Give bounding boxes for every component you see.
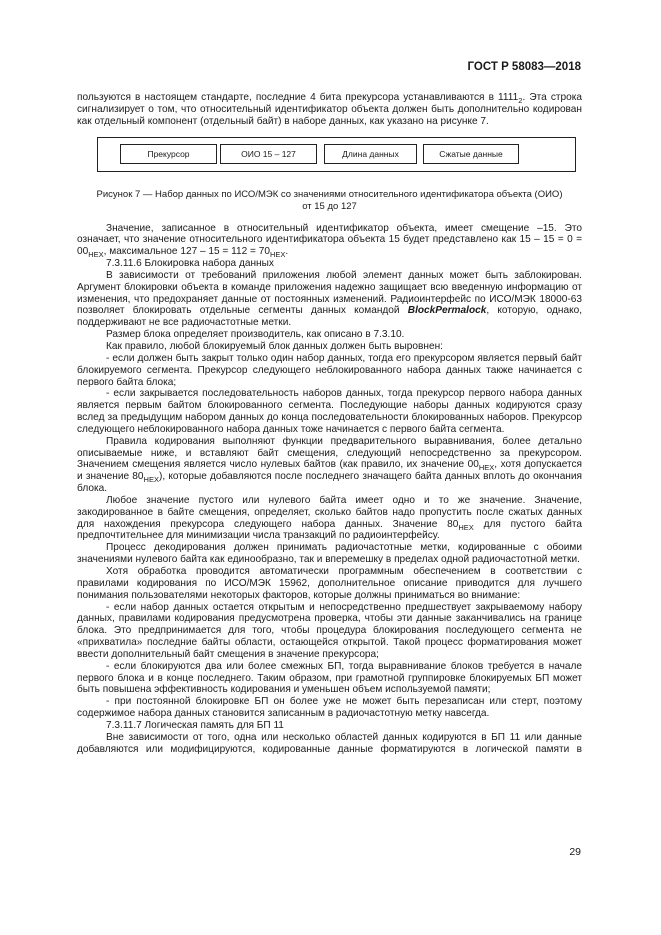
list-item: - если блокируются два или более смежных БП, тогда выравнивание блоков требуется в начале первого блока и в конце последнего. Таким образом, при грамотной группировке блокируемых БП может быть повышена эффективность кодирования и уменьшен объем используемой памяти;	[77, 660, 582, 696]
list-item: - если закрывается последовательность наборов данных, тогда прекурсор первого набора данных является первым байтом блокированного сегмента. Последующие наборы данных кодируются сразу вслед за предыдущим набором данных до конца последовательности блокированных наборов. Прекурсор следующего неблокированного набора данных тоже начинается с первого байта сегмента.	[77, 388, 582, 435]
document-header: ГОСТ Р 58083—2018	[467, 61, 581, 73]
paragraph	[77, 495, 582, 542]
paragraph	[77, 223, 582, 259]
subscript: HEX	[478, 463, 495, 473]
list-item: - если набор данных остается открытым и непосредственно предшествует закрываемому набору данных, правилами кодирования предусмотрена проверка, чтобы эти данные заканчивались на границе блока. Это предпринимается для того, чтобы процедура блокирования последующего сегмента не «прихватила» последние байты области, остающейся открытой. Такой процесс форматирования может ввести дополнительный байт смещения в значение прекурсора;	[77, 601, 582, 660]
text-run: Значение, записанное в относительный идентификатор объекта, имеет смещение –15. Это означает, что значение относительного идентификатора объекта 15 будет представлено как 15 – 15 = 0 = 00	[77, 222, 582, 258]
subscript: HEX	[143, 475, 159, 485]
page-content	[77, 92, 582, 756]
paragraph	[77, 270, 582, 329]
paragraph	[77, 436, 582, 495]
text-run: Любое значение пустого или нулевого байта имеет одно и то же значение. Значение, закодированное в байте смещения, определяет, сколько байтов надо пропустить после сжатых данных для нахождения прекурсора следующего набора данных. Значение 80	[77, 494, 582, 530]
text-run: .	[285, 246, 289, 258]
compressed-data-box: Сжатые данные	[423, 144, 519, 164]
text-run: , максимальное 127 – 15 = 112 = 70	[103, 246, 270, 258]
text-run: ), которые добавляются после последнего значащего байта данных вплоть до окончания блока.	[77, 471, 582, 495]
subscript: HEX	[269, 250, 286, 260]
paragraph: Процесс декодирования должен принимать радиочастотные метки, кодированные с обоими значениями нулевого байта как единообразно, так и вперемешку в пределах одной радиочастотной метки.	[77, 542, 582, 566]
paragraph: Хотя обработка проводится автоматически программным обеспечением в соответствии с правилами кодирования по ИСО/МЭК 15962, дополнительное описание приводится для лучшего понимания пользователями некоторых факторов, которые должны приниматься во внимание:	[77, 566, 582, 601]
subscript: HEX	[458, 522, 474, 532]
subscript: 2	[518, 96, 523, 106]
precursor-box: Прекурсор	[120, 144, 217, 164]
text-run: Правила кодирования выполняют функции предварительного выравнивания, более детально описываемые ниже, и вставляют байт смещения, следующий непосредственно за прекурсором. Значением смещения является число нулевых байтов (как правило, их значение 00	[77, 435, 582, 471]
text-run: пользуются в настоящем стандарте, последние 4 бита прекурсора устанавливаются в 1111	[77, 92, 519, 103]
paragraph: Вне зависимости от того, одна или несколько областей данных кодируются в БП 11 или данные добавляются или модифицируются, кодированные данные форматируются в логической памяти в	[77, 731, 582, 755]
text-run: , которую, однако, поддерживают не все радиочастотные метки.	[77, 305, 583, 329]
list-item: - если должен быть закрыт только один набор данных, тогда его прекурсором является первый байт блокируемого сегмента. Прекурсор следующего неблокированного набора данных также начинается с первого байта блока;	[77, 352, 582, 388]
data-length-box: Длина данных	[324, 144, 417, 164]
list-item: - при постоянной блокировке БП он более уже не может быть перезаписан или стерт, поэтому содержимое набора данных становится записанным в радиочастотную метку навсегда.	[77, 696, 582, 720]
section-heading: 7.3.11.6 Блокировка набора данных	[106, 258, 274, 270]
caption-line: Рисунок 7 — Набор данных по ИСО/МЭК со значениями относительного идентификатора объекта (ОИО)	[96, 188, 563, 200]
paragraph: Размер блока определяет производитель, как описано в 7.3.10.	[106, 329, 405, 341]
text-run: . Эта строка сигнализирует о том, что относительный идентификатор объекта должен быть дополнительно кодирован как отдельный компонент (отдельный байт) в наборе данных, как указано на рисунке 7.	[77, 92, 582, 127]
dataset-diagram	[97, 137, 576, 172]
intro-paragraph	[77, 92, 582, 128]
command-name: BlockPermalock	[407, 305, 487, 317]
text-run: , хотя допускается и значение 80	[77, 459, 582, 483]
oio-box: ОИО 15 – 127	[220, 144, 317, 164]
figure-caption	[77, 189, 582, 213]
paragraph: Как правило, любой блокируемый блок данных должен быть выровнен:	[106, 340, 443, 352]
caption-line: от 15 до 127	[302, 200, 357, 212]
section-heading: 7.3.11.7 Логическая память для БП 11	[106, 719, 284, 731]
page-number: 29	[569, 846, 581, 858]
text-run: для пустого байта предпочтительнее для минимизации числа транзакций по радиоинтерфейсу.	[77, 518, 582, 542]
text-run: В зависимости от требований приложения любой элемент данных может быть заблокирован. Аргумент блокировки объекта в команде приложения надежно защищает всю введенную информацию от изменения, что предохраняет данные от постоянных изменений. Радиоинтерфейс по ИСО/МЭК 18000-63 позволяет блокировать отдельные сегменты данных командой	[77, 269, 582, 317]
subscript: HEX	[88, 250, 104, 260]
